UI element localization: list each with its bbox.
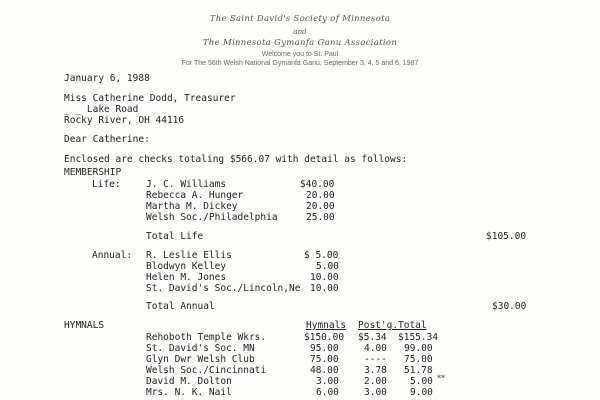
hymnal-row-hymnals: 95.00 xyxy=(310,343,339,354)
hymnal-row-postage: 3.00 xyxy=(364,387,387,398)
annual-row-name: St. David's Soc./Lincoln,Ne xyxy=(146,283,301,294)
col-head-hymnals: Hymnals xyxy=(306,320,347,331)
hymnal-row-total: 51.78 xyxy=(404,365,433,376)
annual-row-amount: $ 5.00 xyxy=(304,250,339,261)
annual-row-amount: 10.00 xyxy=(310,283,339,294)
handwritten-note-mark: ** xyxy=(437,374,445,383)
hymnal-row-postage: ---- xyxy=(364,354,387,365)
letterhead-society: The Saint David's Society of Minnesota xyxy=(209,14,391,24)
annual-label: Annual: xyxy=(92,250,133,261)
hymnals-heading: HYMNALS xyxy=(64,320,105,331)
hymnal-row-name: Welsh Soc./Cincinnati xyxy=(146,365,267,376)
col-head-total: Total xyxy=(398,320,427,331)
life-row-amount: $40.00 xyxy=(300,179,335,190)
hymnal-row-total: 9.00 xyxy=(410,387,433,398)
hymnal-row-name: Rehoboth Temple Wkrs. xyxy=(146,332,267,343)
recipient-name: Miss Catherine Dodd, Treasurer xyxy=(64,93,236,104)
annual-row-name: R. Leslie Ellis xyxy=(146,250,232,261)
life-row-amount: 25.00 xyxy=(306,212,335,223)
hymnal-row-total: 75.00 xyxy=(404,354,433,365)
hymnal-row-name: St. David's Soc. MN xyxy=(146,343,255,354)
life-row-amount: 20.00 xyxy=(306,201,335,212)
life-row-amount: 20.00 xyxy=(306,190,335,201)
annual-row-amount: 5.00 xyxy=(316,261,339,272)
hymnal-row-name: Glyn Dwr Welsh Club xyxy=(146,354,255,365)
intro-text: Enclosed are checks totaling $566.07 with detail as follows: xyxy=(64,154,408,165)
life-row-name: Rebecca A. Hunger xyxy=(146,190,244,201)
annual-row-name: Helen M. Jones xyxy=(146,272,227,283)
annual-total-amount: $30.00 xyxy=(492,301,527,312)
life-row-name: J. C. Williams xyxy=(146,179,227,190)
letterhead-and: and xyxy=(293,28,307,36)
hymnal-row-total: 99.00 xyxy=(404,343,433,354)
hymnal-row-hymnals: 75.00 xyxy=(310,354,339,365)
letterhead-welcome: Welcome you to St. Paul xyxy=(261,51,339,58)
hymnal-row-postage: $5.34 xyxy=(358,332,387,343)
recipient-city: Rocky River, OH 44116 xyxy=(64,115,185,126)
col-head-postage: Post'g. xyxy=(358,320,399,331)
salutation: Dear Catherine: xyxy=(64,134,150,145)
hymnal-row-postage: 2.00 xyxy=(364,376,387,387)
annual-row-name: Blodwyn Kelley xyxy=(146,261,227,272)
life-row-name: Martha M. Dickey xyxy=(146,201,238,212)
annual-total-label: Total Annual xyxy=(146,301,215,312)
hymnal-row-hymnals: 6.00 xyxy=(316,387,339,398)
letterhead-event: For The 56th Welsh National Gymanfa Ganu, September 3, 4, 5 and 6, 1987 xyxy=(181,60,419,67)
hymnal-row-total: 5.00 xyxy=(410,376,433,387)
hymnal-row-name: Mrs. N. K. Nail xyxy=(146,387,232,398)
life-total-amount: $105.00 xyxy=(486,231,527,242)
hymnal-row-hymnals: 3.00 xyxy=(316,376,339,387)
annual-row-amount: 10.00 xyxy=(310,272,339,283)
hymnal-row-postage: 3.78 xyxy=(364,365,387,376)
hymnal-row-hymnals: $150.00 xyxy=(304,332,345,343)
letterhead-association: The Minnesota Gymanfa Ganu Association xyxy=(202,38,398,48)
membership-heading: MEMBERSHIP xyxy=(64,167,122,178)
hymnal-row-postage: 4.00 xyxy=(364,343,387,354)
hymnal-row-name: David M. Dolton xyxy=(146,376,232,387)
life-row-name: Welsh Soc./Philadelphia xyxy=(146,212,278,223)
letter-date: January 6, 1988 xyxy=(64,73,150,84)
life-label: Life: xyxy=(92,179,121,190)
hymnal-row-total: $155.34 xyxy=(398,332,439,343)
recipient-street: _ _ Lake Road xyxy=(64,104,139,115)
life-total-label: Total Life xyxy=(146,231,204,242)
hymnal-row-hymnals: 48.00 xyxy=(310,365,339,376)
